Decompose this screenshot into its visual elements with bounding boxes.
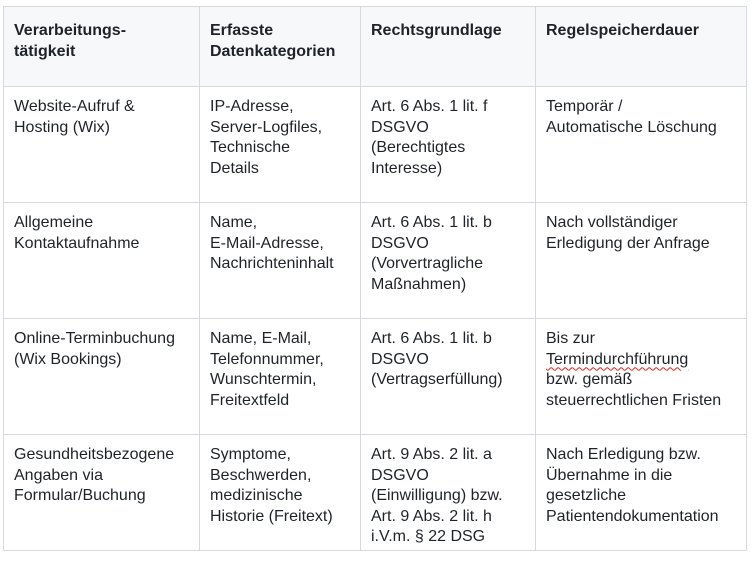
cell-data-categories: IP-Adresse, Server-Logfiles, Technische Details bbox=[200, 87, 361, 203]
cell-legal-basis: Art. 9 Abs. 2 lit. a DSGVO (Einwilligung) bzw. Art. 9 Abs. 2 lit. h i.V.m. § 22 DSG bbox=[361, 435, 536, 551]
table-header bbox=[4, 7, 747, 87]
cell-data-categories: Name, E-Mail-Adresse, Nachrichteninhalt bbox=[200, 203, 361, 319]
table-body bbox=[4, 87, 747, 551]
header-activity: Verarbeitungs- tätigkeit bbox=[4, 7, 200, 87]
header-row bbox=[4, 7, 747, 87]
header-retention: Regelspeicherdauer bbox=[536, 7, 747, 87]
table-row bbox=[4, 319, 747, 435]
cell-retention bbox=[536, 319, 747, 435]
cell-data-categories: Name, E-Mail, Telefonnummer, Wunschtermin, Freitextfeld bbox=[200, 319, 361, 435]
cell-activity: Online-Terminbuchung (Wix Bookings) bbox=[4, 319, 200, 435]
cell-legal-basis: Art. 6 Abs. 1 lit. b DSGVO (Vertragserfüllung) bbox=[361, 319, 536, 435]
cell-data-categories: Symptome, Beschwerden, medizinische Historie (Freitext) bbox=[200, 435, 361, 551]
cell-activity: Website-Aufruf & Hosting (Wix) bbox=[4, 87, 200, 203]
cell-retention: Nach vollständiger Erledigung der Anfrage bbox=[536, 203, 747, 319]
data-processing-table-container bbox=[3, 6, 746, 551]
cell-activity: Allgemeine Kontaktaufnahme bbox=[4, 203, 200, 319]
spellcheck-marked-word: Termindurchführung bbox=[546, 350, 689, 368]
retention-prefix: Bis zur bbox=[546, 330, 595, 347]
header-data-categories: Erfasste Datenkategorien bbox=[200, 7, 361, 87]
retention-suffix: bzw. gemäß steuerrechtlichen Fristen bbox=[546, 371, 722, 409]
table-row bbox=[4, 435, 747, 551]
cell-activity: Gesundheitsbezogene Angaben via Formular/Buchung bbox=[4, 435, 200, 551]
table-row bbox=[4, 87, 747, 203]
cell-retention: Nach Erledigung bzw. Übernahme in die gesetzliche Patientendokumentation bbox=[536, 435, 747, 551]
cell-legal-basis: Art. 6 Abs. 1 lit. f DSGVO (Berechtigtes Interesse) bbox=[361, 87, 536, 203]
header-legal-basis: Rechtsgrundlage bbox=[361, 7, 536, 87]
table-row bbox=[4, 203, 747, 319]
data-processing-table bbox=[3, 6, 747, 551]
cell-legal-basis: Art. 6 Abs. 1 lit. b DSGVO (Vorvertragliche Maßnahmen) bbox=[361, 203, 536, 319]
cell-retention: Temporär / Automatische Löschung bbox=[536, 87, 747, 203]
